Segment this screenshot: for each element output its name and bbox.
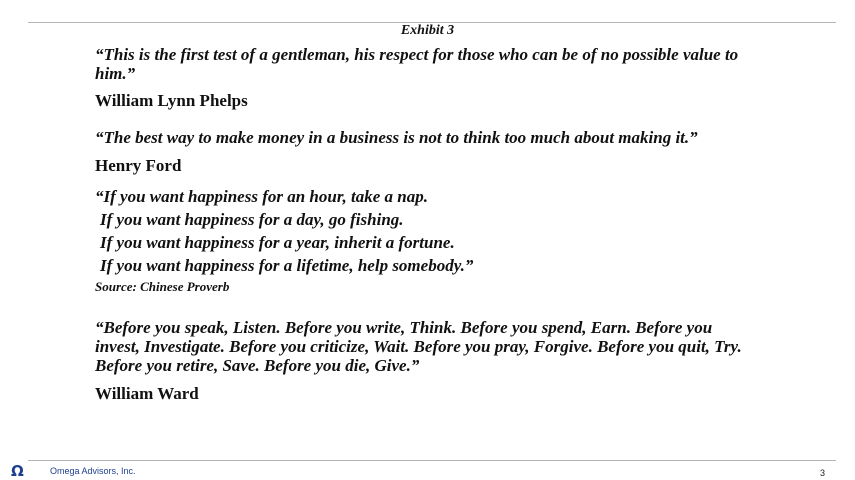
- quote-3-line-3: If you want happiness for a year, inherit a fortune.: [100, 233, 455, 252]
- omega-logo-icon: Ω: [11, 462, 24, 480]
- quote-2-author: Henry Ford: [95, 156, 182, 175]
- quote-3-source: Source: Chinese Proverb: [95, 279, 230, 294]
- quote-1-author: William Lynn Phelps: [95, 91, 248, 110]
- quote-2-text: “The best way to make money in a business is not to think too much about making it.”: [95, 128, 698, 147]
- quote-1-text: “This is the first test of a gentleman, his respect for those who can be of no possible value to him.”: [95, 45, 739, 83]
- page-number: 3: [820, 468, 826, 478]
- quote-4-author: William Ward: [95, 384, 199, 403]
- bottom-divider: [28, 460, 836, 461]
- quote-3-line-1: “If you want happiness for an hour, take a nap.: [95, 187, 428, 206]
- quote-3-text: [95, 185, 775, 277]
- quote-3-line-4: If you want happiness for a lifetime, help somebody.”: [100, 256, 474, 275]
- quotes-section: [95, 45, 775, 404]
- quote-4-text: “Before you speak, Listen. Before you write, Think. Before you spend, Earn. Before you invest, Investigate. Before you criticize, Wait. Before you pray, Forgive. Before you quit, Try. Before you retire, Save. Before you die, Give.”: [95, 318, 742, 375]
- quote-3-line-2: If you want happiness for a day, go fishing.: [100, 210, 404, 229]
- company-name: Omega Advisors, Inc.: [50, 466, 136, 476]
- exhibit-title: Exhibit 3: [400, 23, 455, 38]
